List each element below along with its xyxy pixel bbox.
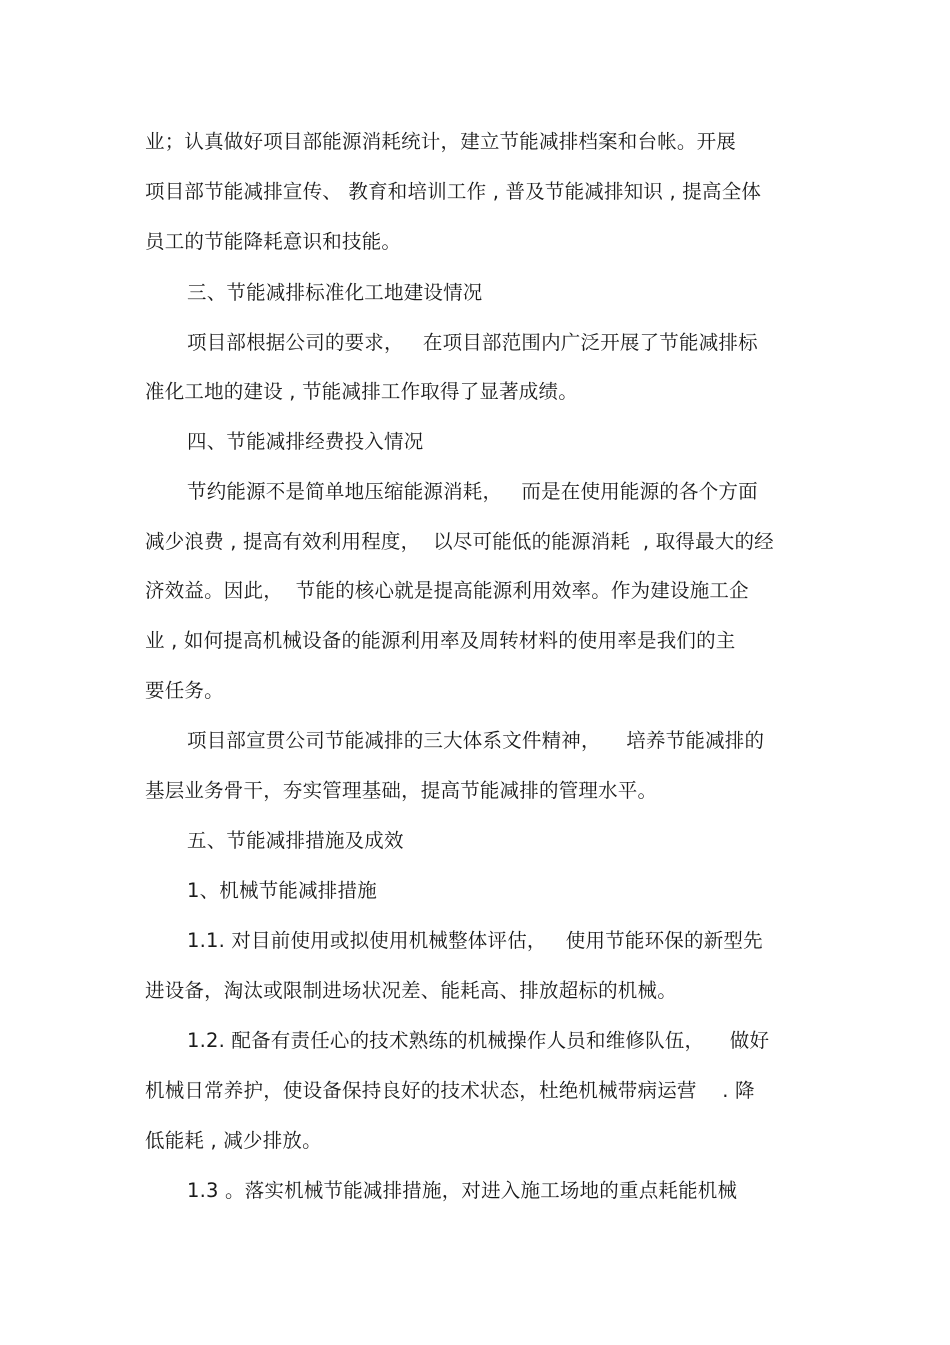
text-line: 员工的节能降耗意识和技能。 [145,230,402,253]
section-heading: 四、节能减排经费投入情况 [187,430,424,453]
text-line: 1.2. 配备有责任心的技术熟练的机械操作人员和维修队伍， 做好 [187,1029,770,1052]
text-line: 业 , 如何提高机械设备的能源利用率及周转材料的使用率是我们的主 [145,629,736,652]
text-line: 1.1. 对目前使用或拟使用机械整体评估， 使用节能环保的新型先 [187,929,763,952]
text-line: 项目部宣贯公司节能减排的三大体系文件精神， 培养节能减排的 [187,729,765,752]
subsection-heading: 1、机械节能减排措施 [187,879,377,902]
text-line: 业；认真做好项目部能源消耗统计，建立节能减排档案和台帐。开展 [145,130,737,153]
text-line: 济效益。因此， 节能的核心就是提高能源利用效率。作为建设施工企 [145,579,749,602]
text-line: 基层业务骨干，夯实管理基础，提高节能减排的管理水平。 [145,779,658,802]
text-line: 1.3 。落实机械节能减排措施，对进入施工场地的重点耗能机械 [187,1179,738,1202]
text-line: 项目部节能减排宣传、 教育和培训工作 , 普及节能减排知识 , 提高全体 [145,180,762,203]
text-line: 项目部根据公司的要求， 在项目部范围内广泛开展了节能减排标 [187,331,758,354]
text-line: 要任务。 [145,679,224,702]
section-heading: 五、节能减排措施及成效 [187,829,404,852]
section-heading: 三、节能减排标准化工地建设情况 [187,281,483,304]
text-line: 进设备，淘汰或限制进场状况差、能耗高、排放超标的机械。 [145,979,677,1002]
text-line: 机械日常养护，使设备保持良好的技术状态，杜绝机械带病运营 . 降 [145,1079,755,1102]
text-line: 减少浪费 , 提高有效利用程度， 以尽可能低的能源消耗 , 取得最大的经 [145,530,774,553]
text-line: 低能耗 , 减少排放。 [145,1129,322,1152]
text-line: 节约能源不是简单地压缩能源消耗， 而是在使用能源的各个方面 [187,480,758,503]
text-line: 准化工地的建设 , 节能减排工作取得了显著成绩。 [145,380,578,403]
